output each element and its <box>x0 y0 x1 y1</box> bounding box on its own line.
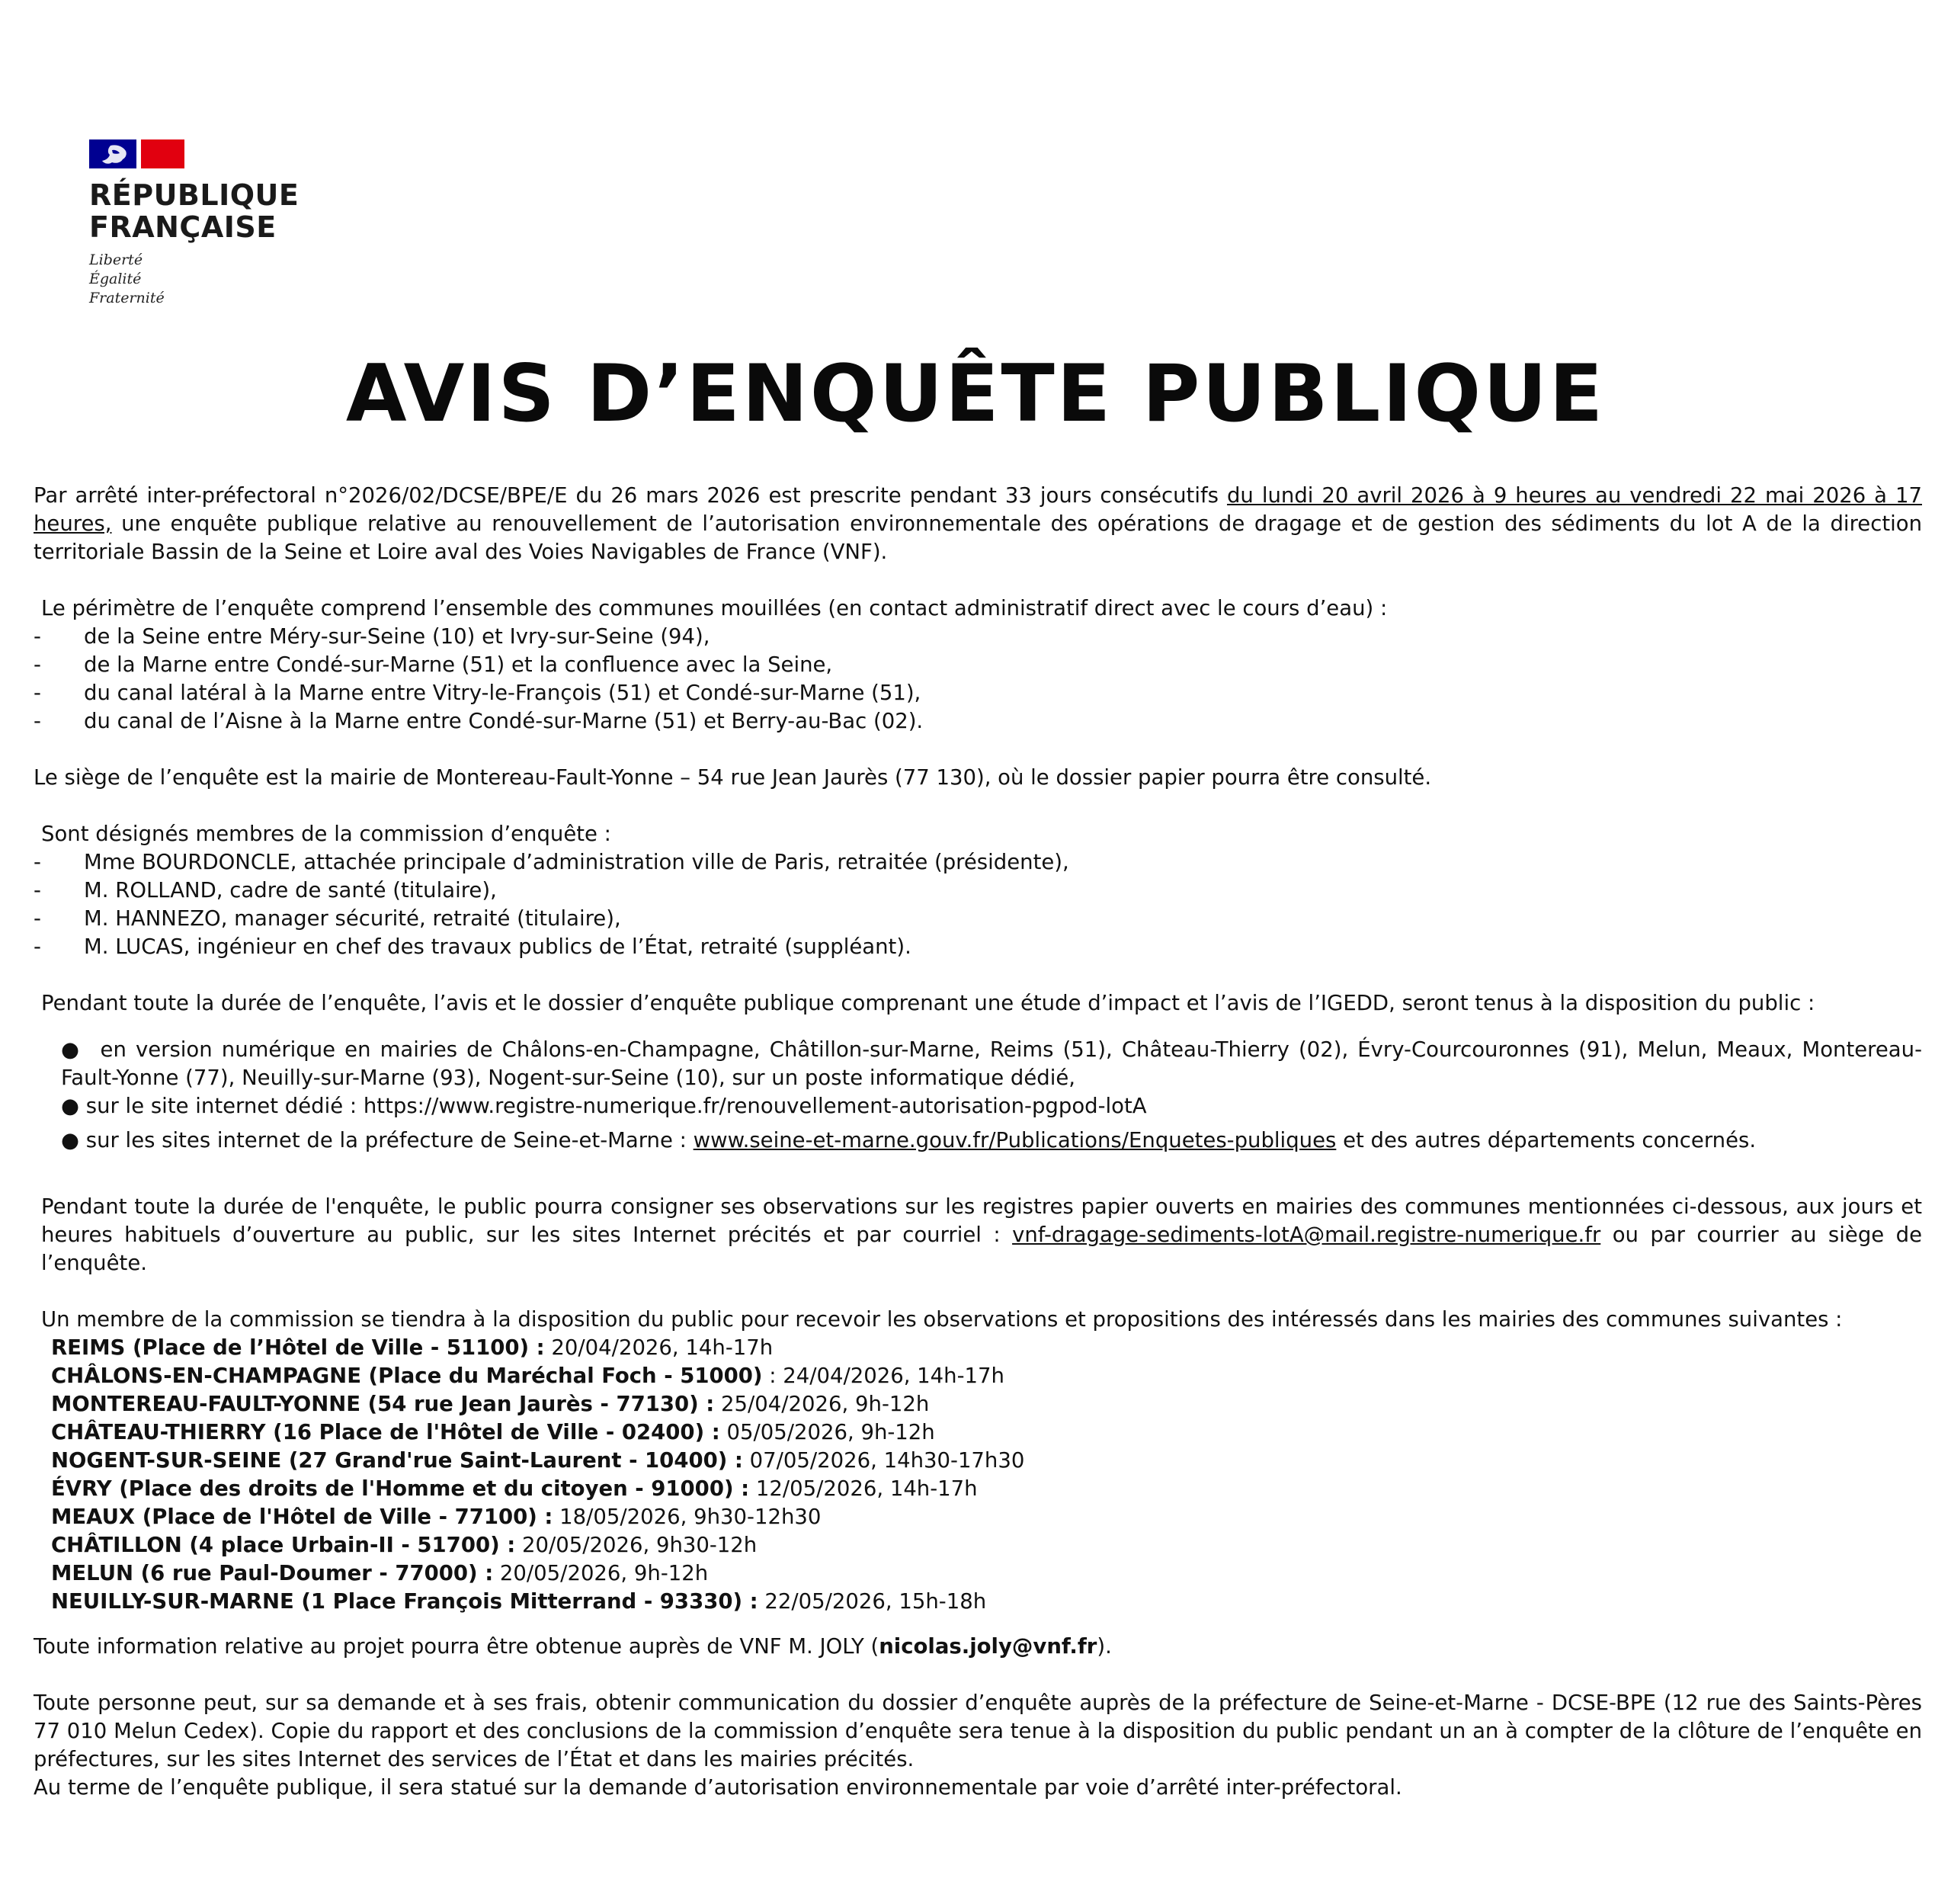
permanence-place: NOGENT-SUR-SEINE (27 Grand'rue Saint-Laurent - 10400) : <box>51 1448 743 1473</box>
permanence-time: 20/05/2026, 9h30-12h <box>515 1533 758 1557</box>
observations-email-link[interactable]: vnf-dragage-sediments-lotA@mail.registre-numerique.fr <box>1012 1223 1601 1247</box>
intro-paragraph <box>34 482 1922 566</box>
perimeter-list <box>34 623 1922 736</box>
permanence-time: : 24/04/2026, 14h-17h <box>762 1364 1004 1388</box>
list-item <box>51 1475 1922 1503</box>
permanence-time: 05/05/2026, 9h-12h <box>719 1420 935 1444</box>
permanence-time: 22/05/2026, 15h-18h <box>758 1589 987 1614</box>
contact-text-after: ). <box>1097 1634 1112 1659</box>
closing-paragraph: Toute personne peut, sur sa demande et à ses frais, obtenir communication du dossier d’enquête auprès de la préfecture de Seine-et-Marne - DCSE-BPE (12 rue des Saints-Pères 77 010 Melun Cedex). Copie du rapport et des conclusions de la commission d’enquête sera tenue à la disposition du public pendant un an à compter de la clôture de l’enquête en préfectures, sur les sites Internet des services de l’État et dans les mairies précités. <box>34 1691 1922 1771</box>
motto-egalite: Égalité <box>89 271 142 287</box>
intro-dates-underlined: du lundi 20 avril 2026 à 9 heures au vendredi 22 mai 2026 à 17 heures, <box>34 483 1922 536</box>
permanence-place: MEAUX (Place de l'Hôtel de Ville - 77100) : <box>51 1505 553 1529</box>
permanence-time: 07/05/2026, 14h30-17h30 <box>742 1448 1025 1473</box>
availability-item-prefecture-after: et des autres départements concernés. <box>1336 1128 1757 1152</box>
availability-item-prefecture: sur les sites internet de la préfecture de Seine-et-Marne : <box>85 1128 694 1152</box>
contact-text-before: Toute information relative au projet pourra être obtenue auprès de VNF M. JOLY ( <box>34 1634 879 1659</box>
permanence-place: CHÂTILLON (4 place Urbain-II - 51700) : <box>51 1533 516 1557</box>
list-item <box>61 1036 1922 1092</box>
perimeter-lead: Le périmètre de l’enquête comprend l’ensemble des communes mouillées (en contact administratif direct avec le cours d’eau) : <box>41 596 1388 620</box>
perimeter-item-canal-aisne: du canal de l’Aisne à la Marne entre Condé-sur-Marne (51) et Berry-au-Bac (02). <box>84 709 924 733</box>
member-hannezo: M. HANNEZO, manager sécurité, retraité (titulaire), <box>84 906 621 931</box>
page-title: AVIS D’ENQUÊTE PUBLIQUE <box>345 348 1606 440</box>
republique-francaise-logo <box>89 139 318 308</box>
permanence-place: REIMS (Place de l’Hôtel de Ville - 51100) : <box>51 1335 545 1360</box>
marianne-flag-icon <box>89 139 184 168</box>
motto <box>89 251 318 308</box>
availability-item-numerique: en version numérique en mairies de Châlons-en-Champagne, Châtillon-sur-Marne, Reims (51), Château-Thierry (02), Évry-Courcouronnes (91), Melun, Meaux, Montereau-Fault-Yonne (77), Neuilly-sur-Marne (93), Nogent-sur-Seine (10), sur un poste informatique dédié, <box>61 1037 1922 1090</box>
permanence-time: 18/05/2026, 9h30-12h30 <box>553 1505 822 1529</box>
permanences-list <box>34 1334 1922 1616</box>
observations-text-before: Pendant toute la durée de l'enquête, le public pourra consigner ses observations sur les registres papier ouverts en mairies des communes mentionnées ci-dessous, aux jours et heures habituels d’ouverture au public, sur les sites Internet précités et par courriel : <box>41 1194 1922 1247</box>
permanence-place: NEUILLY-SUR-MARNE (1 Place François Mitterrand - 93330) : <box>51 1589 758 1614</box>
list-item <box>51 1418 1922 1447</box>
intro-text-after: une enquête publique relative au renouvellement de l’autorisation environnementale des opérations de dragage et de gestion des sédiments du lot A de la direction territoriale Bassin de la Seine et Loire aval des Voies Navigables de France (VNF). <box>34 511 1922 564</box>
contact-paragraph <box>34 1633 1922 1661</box>
availability-item-site-dedie: sur le site internet dédié : https://www.registre-numerique.fr/renouvellement-autorisation-pgpod-lotA <box>85 1094 1147 1118</box>
list-item: - M. HANNEZO, manager sécurité, retraité (titulaire), <box>34 905 1922 933</box>
prefecture-link[interactable]: www.seine-et-marne.gouv.fr/Publications/Enquetes-publiques <box>693 1128 1337 1152</box>
list-item <box>51 1503 1922 1531</box>
member-rolland: M. ROLLAND, cadre de santé (titulaire), <box>84 878 497 902</box>
commission-list <box>34 848 1922 961</box>
availability-list <box>34 1036 1922 1155</box>
conclusion-paragraph: Au terme de l’enquête publique, il sera statué sur la demande d’autorisation environnementale par voie d’arrêté inter-préfectoral. <box>34 1775 1402 1800</box>
permanence-place: MELUN (6 rue Paul-Doumer - 77000) : <box>51 1561 494 1585</box>
member-lucas: M. LUCAS, ingénieur en chef des travaux publics de l’État, retraité (suppléant). <box>84 934 911 959</box>
flag-blue-band <box>89 139 136 168</box>
notice-body <box>34 482 1922 1802</box>
list-item: - M. LUCAS, ingénieur en chef des travaux publics de l’État, retraité (suppléant). <box>34 933 1922 961</box>
perimeter-item-canal-lateral: du canal latéral à la Marne entre Vitry-le-François (51) et Condé-sur-Marne (51), <box>84 681 921 705</box>
list-item: - Mme BOURDONCLE, attachée principale d’administration ville de Paris, retraitée (présidente), <box>34 848 1922 877</box>
list-item: - du canal latéral à la Marne entre Vitry-le-François (51) et Condé-sur-Marne (51), <box>34 679 1922 707</box>
republic-line-1: RÉPUBLIQUE <box>89 178 300 212</box>
list-item: - M. ROLLAND, cadre de santé (titulaire), <box>34 877 1922 905</box>
list-item <box>51 1362 1922 1390</box>
list-item <box>51 1588 1922 1616</box>
permanence-time: 12/05/2026, 14h-17h <box>749 1476 978 1501</box>
permanence-time: 25/04/2026, 9h-12h <box>714 1392 930 1416</box>
list-item <box>51 1531 1922 1559</box>
observations-paragraph <box>34 1193 1922 1277</box>
motto-liberte: Liberté <box>89 252 143 268</box>
list-item: - de la Seine entre Méry-sur-Seine (10) et Ivry-sur-Seine (94), <box>34 623 1922 651</box>
list-item <box>51 1559 1922 1588</box>
permanence-time: 20/05/2026, 9h-12h <box>493 1561 709 1585</box>
list-item <box>61 1127 1922 1155</box>
list-item <box>51 1447 1922 1475</box>
observations-text-after: ou par courrier au siège de l’enquête. <box>41 1223 1923 1275</box>
contact-email[interactable]: nicolas.joly@vnf.fr <box>879 1634 1097 1659</box>
permanence-place: CHÂTEAU-THIERRY (16 Place de l'Hôtel de Ville - 02400) : <box>51 1420 720 1444</box>
list-item: - de la Marne entre Condé-sur-Marne (51) et la confluence avec la Seine, <box>34 651 1922 679</box>
bullet-icon: ● <box>61 1037 82 1062</box>
permanence-time: 20/04/2026, 14h-17h <box>544 1335 774 1360</box>
bullet-icon: ● <box>61 1128 79 1152</box>
perimeter-item-marne: de la Marne entre Condé-sur-Marne (51) et la confluence avec la Seine, <box>84 652 833 677</box>
intro-text-before: Par arrêté inter-préfectoral n°2026/02/DCSE/BPE/E du 26 mars 2026 est prescrite pendant 33 jours consécutifs <box>34 483 1227 508</box>
commission-lead: Sont désignés membres de la commission d’enquête : <box>41 822 611 846</box>
permanence-place: CHÂLONS-EN-CHAMPAGNE (Place du Maréchal Foch - 51000) <box>51 1364 763 1388</box>
flag-red-band <box>141 139 184 168</box>
list-item <box>51 1334 1922 1362</box>
member-bourdoncle: Mme BOURDONCLE, attachée principale d’administration ville de Paris, retraitée (présidente), <box>84 850 1069 874</box>
list-item <box>61 1092 1922 1120</box>
bullet-icon: ● <box>61 1094 79 1118</box>
permanences-lead: Un membre de la commission se tiendra à la disposition du public pour recevoir les observations et propositions des intéressés dans les mairies des communes suivantes : <box>41 1307 1843 1332</box>
permanence-place: MONTEREAU-FAULT-YONNE (54 rue Jean Jaurès - 77130) : <box>51 1392 715 1416</box>
list-item <box>51 1390 1922 1418</box>
perimeter-item-seine: de la Seine entre Méry-sur-Seine (10) et Ivry-sur-Seine (94), <box>84 624 710 649</box>
list-item: - du canal de l’Aisne à la Marne entre Condé-sur-Marne (51) et Berry-au-Bac (02). <box>34 707 1922 736</box>
siege-paragraph: Le siège de l’enquête est la mairie de Montereau-Fault-Yonne – 54 rue Jean Jaurès (77 130), où le dossier papier pourra être consulté. <box>34 765 1432 790</box>
availability-lead: Pendant toute la durée de l’enquête, l’avis et le dossier d’enquête publique comprenant une étude d’impact et l’avis de l’IGEDD, seront tenus à la disposition du public : <box>41 991 1815 1015</box>
permanence-place: ÉVRY (Place des droits de l'Homme et du citoyen - 91000) : <box>51 1476 750 1501</box>
republic-line-2: FRANÇAISE <box>89 210 277 244</box>
republic-name <box>89 179 318 243</box>
motto-fraternite: Fraternité <box>89 290 165 306</box>
